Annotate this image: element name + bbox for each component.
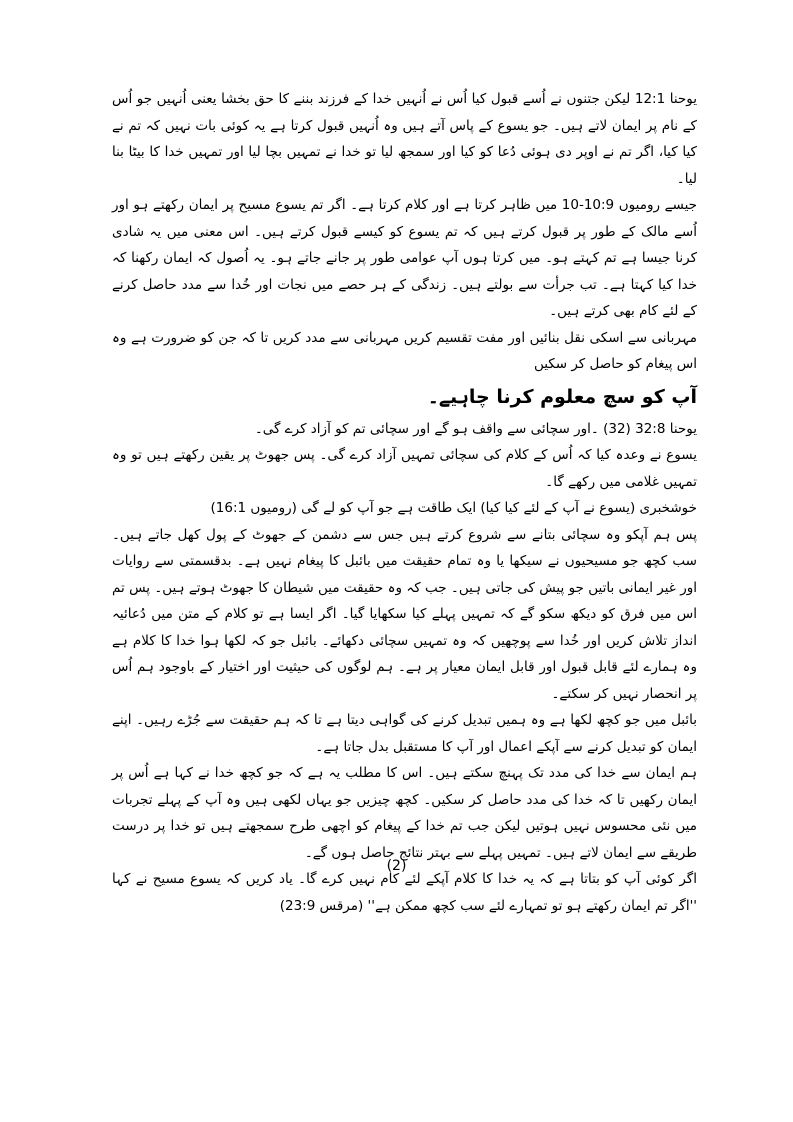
paragraph-truth: پس ہم آپکو وہ سچائی بتانے سے شروع کرتے ہیں جس سے دشمن کے جھوٹ کے پول کھل جاتے ہیں۔ سب کچھ جو مسیحیوں نے سیکھا یا وہ تمام حقیقت میں بائبل کا پیغام نہیں ہے۔ بدقسمتی سے روایات اور غیر ایمانی باتیں جو پیش کی جاتی ہیں۔ جب کہ وہ حقیقت میں شیطان کا جھوٹ ہوتے ہیں۔ پس تم اس میں فرق کو دیکھ سکو گے کہ تمہیں پہلے کیا سکھایا گیا۔ اگر ایسا ہے تو کلام کے متن میں دُعائیہ انداز تلاش کریں اور خُدا سے پوچھیں کہ وہ تمہیں سچائی دکھائے۔ بائبل جو کہ لکھا ہوا خدا کا کلام ہے وہ ہمارے لئے قابل قبول اور قابل ایمان معیار پر ہے۔ ہم لوگوں کی حیثیت اور اختیار کے باوجود ہم اُس پر انحصار نہیں کر سکتے۔ bbox=[112, 526, 697, 702]
paragraph-bible: بائبل میں جو کچھ لکھا ہے وہ ہمیں تبدیل کرنے کی گواہی دیتا ہے تا کہ ہم حقیقت سے جُڑے رہیں۔ اپنے ایمان کو تبدیل کرنے سے آپکے اعمال اور آپ کا مستقبل بدل جاتا ہے۔ bbox=[112, 712, 697, 755]
paragraph-john-1-12: یوحنا 12:1 لیکن جتنوں نے اُسے قبول کیا اُس نے اُنہیں خدا کے فرزند بننے کا حق بخشا یعنی اُنہیں جو اُس کے نام پر ایمان لاتے ہیں۔ جو یسوع کے پاس آتے ہیں وہ اُنہیں قبول کرتا ہے یہ کوئی بات نہیں کہ تم نے کیا کیا، اگر تم نے اوپر دی ہوئی دُعا کو کیا اور سمجھ لیا تو خدا نے تمہیں بچا لیا اور تمہیں خدا کا بیٹا بنا لیا۔ bbox=[112, 91, 698, 187]
paragraph-mark-9-23: اگر کوئی آپ کو بتاتا ہے کہ یہ خدا کا کلام آپکے لئے کام نہیں کرے گا۔ یاد کریں کہ یسوع مسیح نے کہا ''اگر تم ایمان رکھتے ہو تو تمہارے لئے سب کچھ ممکن ہے'' (مرقس 23:9) bbox=[112, 871, 697, 914]
paragraph-promise: یسوع نے وعدہ کیا کہ اُس کے کلام کی سچائی تمہیں آزاد کرے گی۔ پس جھوٹ پر یقین رکھتے ہیں تو وہ تمہیں غلامی میں رکھے گا۔ bbox=[112, 447, 697, 490]
paragraph-share-request: مہربانی سے اسکی نقل بنائیں اور مفت تقسیم کریں مہربانی سے مدد کریں تا کہ جن کو ضرورت ہے وہ اس پیغام کو حاصل کر سکیں bbox=[112, 329, 697, 372]
paragraph-romans-10: جیسے رومیوں 10:9-10 میں ظاہر کرتا ہے اور کلام کرتا ہے۔ اگر تم یسوع مسیح پر ایمان رکھتے ہو اور اُسے مالک کے طور پر قبول کرتے ہیں کہ تم یسوع کو کیسے قبول کرتے ہیں۔ اس معنی میں یہ شادی کرنا جیسا ہے تم کہتے ہو۔ میں کرتا ہوں آپ عوامی طور پر جانے جاتے ہو۔ یہ اُصول کہ ایمان رکھنا کہ خدا کیا کہتا ہے۔ تب جرأت سے بولتے ہیں۔ زندگی کے ہر حصے میں نجات اور خُدا سے مدد حاصل کرنے کے لئے کام بھی کرتے ہیں۔ bbox=[112, 197, 697, 319]
page-number: (2) bbox=[386, 858, 407, 874]
section-heading: آپ کو سچ معلوم کرنا چاہیے۔ bbox=[427, 385, 697, 408]
paragraph-john-8-32: یوحنا 32:8 (32) ۔اور سچائی سے واقف ہو گے اور سچائی تم کو آزاد کرے گی۔ bbox=[254, 420, 697, 437]
paragraph-gospel: خوشخبری (یسوع نے آپ کے لئے کیا کیا) ایک طاقت ہے جو آپ کو لے گی (رومیوں 16:1) bbox=[210, 500, 697, 516]
paragraph-faith: ہم ایمان سے خدا کی مدد تک پہنچ سکتے ہیں۔ اس کا مطلب یہ ہے کہ جو کچھ خدا نے کہا ہے اُس پر ایمان رکھیں تا کہ خدا کی مدد حاصل کر سکیں۔ کچھ چیزیں جو یہاں لکھی ہیں وہ آپ کے پہلے تجربات میں نئی محسوس نہیں ہوتیں لیکن جب تم خدا کے پیغام کو اچھی طرح سمجھتے ہیں تو خدا پر درست طریقے سے ایمان لاتے ہیں۔ تمہیں پہلے سے بہتر نتائج حاصل ہوں گے۔ bbox=[112, 765, 697, 861]
page-body bbox=[112, 86, 697, 919]
